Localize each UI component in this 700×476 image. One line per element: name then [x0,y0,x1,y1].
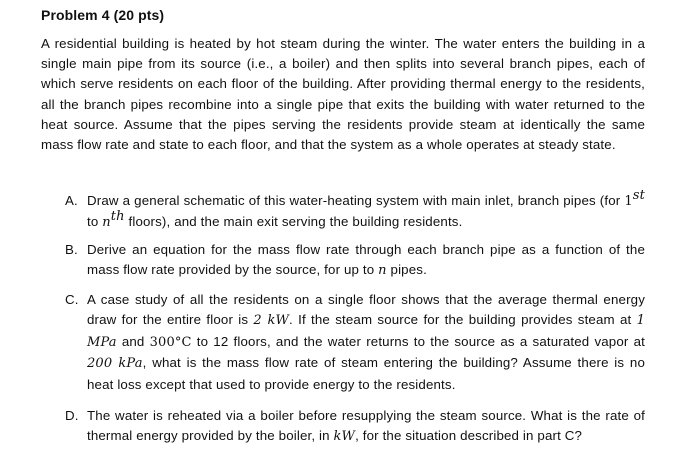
part-d [65,406,645,448]
part-b-text: Derive an equation for the mass flow rate through each branch pipe as a function of the mass flow rate provided by the source, for up to n pipes. [87,242,645,279]
math-unit: kW [333,429,356,445]
math-nth-sup: th [110,209,125,225]
part-a [65,188,645,234]
math-power: 2 kW [253,313,290,329]
part-b-letter: B. [65,242,78,257]
part-c [65,290,645,395]
math-first: 1 [624,194,633,209]
math-pressure-outlet: 200 kPa [87,356,143,372]
part-d-letter: D. [65,408,79,423]
part-b [65,240,645,282]
math-first-sup: st [632,188,645,203]
problem-intro: A residential building is heated by hot steam during the winter. The water enters the building in a single main pipe from its source (i.e., a boiler) and then splits into several branch pipes, each of which serve residents on each floor of the building. After providing thermal energy to the residents, all the branch pipes recombine into a single pipe that exits the building with water returned to the heat source. Assume that the pipes serving the residents provide steam at identically the same mass flow rate and state to each floor, and that the system as a whole operates at steady state. [41,36,645,153]
part-c-letter: C. [65,292,79,307]
part-d-text: The water is reheated via a boiler before resupplying the steam source. What is the rate of thermal energy provided by the boiler, in kW, for the situation described in part C? [87,408,645,445]
math-temperature: 300°C [149,334,192,350]
part-a-letter: A. [65,193,78,208]
part-a-text: Draw a general schematic of this water-heating system with main inlet, branch pipes (for 1st to $n^{th}$ floors), and the main exit serving the building residents. [87,188,645,231]
math-n: n [378,263,387,279]
math-pressure-inlet: 1 MPa [87,313,645,350]
problem-title: Problem 4 (20 pts) [41,7,165,23]
part-c-text: A case study of all the residents on a single floor shows that the average thermal energy draw for the entire floor is 2 kW. If the steam source for the building provides steam at 1 MPa and 300°C to 12 floors, and the water returns to the source as a saturated vapor at 200 kPa, what is the mass flow rate of steam entering the building? Assume there is no heat loss except that used to provide energy to the residents. [87,292,646,392]
math-n: n [102,215,111,231]
